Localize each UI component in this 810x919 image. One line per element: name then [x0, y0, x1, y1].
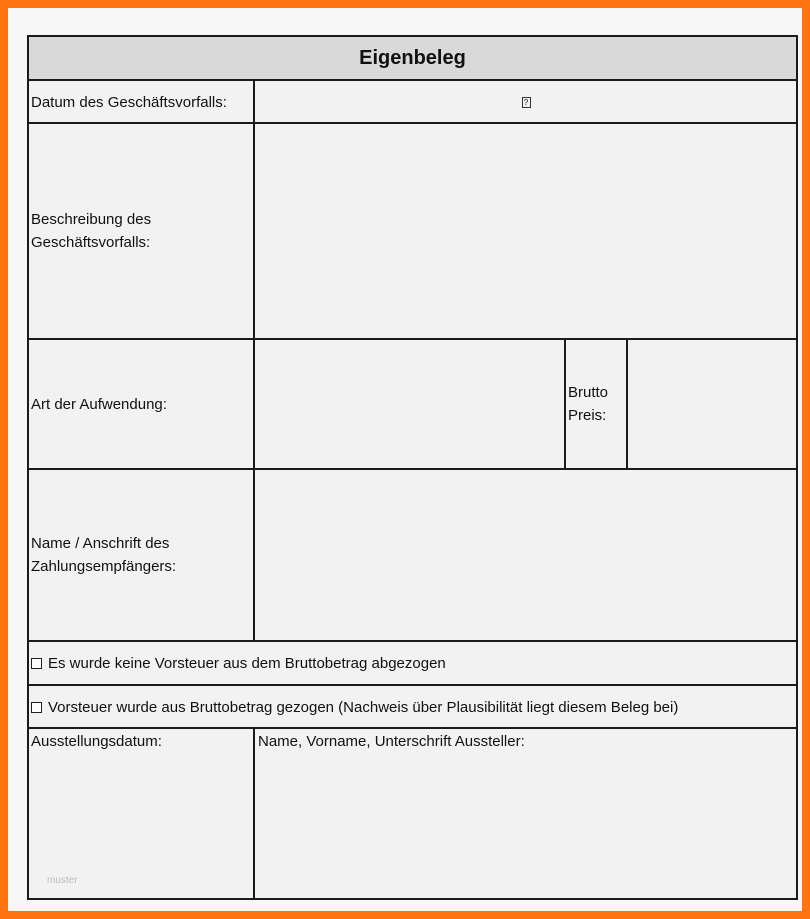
brutto-label [566, 340, 626, 468]
checkbox-label-vorsteuer-gezogen: Vorsteuer wurde aus Bruttobetrag gezogen (Nachweis über Plausibilität liegt diesem Beleg bei) [48, 698, 679, 716]
divider [626, 340, 628, 468]
datum-label: Datum des Geschäftsvorfalls: [31, 93, 227, 111]
datum-field[interactable] [256, 81, 796, 123]
column-divider [253, 81, 255, 640]
brutto-label-line1: Brutto [568, 384, 609, 401]
form-title: Eigenbeleg [29, 37, 796, 79]
checkbox-icon[interactable] [31, 658, 42, 669]
checkbox-label-keine-vorsteuer: Es wurde keine Vorsteuer aus dem Bruttobetrag abgezogen [48, 654, 446, 672]
column-divider [253, 729, 255, 898]
brutto-preis-field[interactable] [628, 340, 796, 468]
aussteller-label: Name, Vorname, Unterschrift Aussteller: [258, 733, 525, 750]
empfaenger-label-line2: Zahlungsempfängers: [31, 558, 177, 575]
art-field[interactable] [256, 340, 564, 468]
checkbox-row-vorsteuer-gezogen[interactable] [29, 686, 796, 728]
beschreibung-field[interactable] [256, 124, 796, 338]
aussteller-field[interactable] [256, 729, 796, 898]
watermark: muster [47, 875, 78, 886]
empfaenger-field[interactable] [256, 470, 796, 640]
ausstellungsdatum-field[interactable] [29, 729, 254, 898]
empfaenger-label-line1: Name / Anschrift des [31, 535, 170, 552]
checkbox-row-keine-vorsteuer[interactable] [29, 642, 796, 684]
eigenbeleg-form [27, 35, 798, 900]
checkbox-icon[interactable] [31, 702, 42, 713]
beschreibung-label [29, 124, 254, 338]
art-label: Art der Aufwendung: [31, 395, 167, 413]
placeholder-glyph-icon: ? [522, 97, 531, 108]
page-frame [8, 8, 802, 911]
divider [564, 340, 566, 468]
beschreibung-label-line2: Geschäftsvorfalls: [31, 234, 151, 251]
beschreibung-label-line1: Beschreibung des [31, 211, 152, 228]
ausstellungsdatum-label: Ausstellungsdatum: [31, 733, 162, 750]
empfaenger-label [29, 470, 254, 640]
brutto-label-line2: Preis: [568, 407, 607, 424]
